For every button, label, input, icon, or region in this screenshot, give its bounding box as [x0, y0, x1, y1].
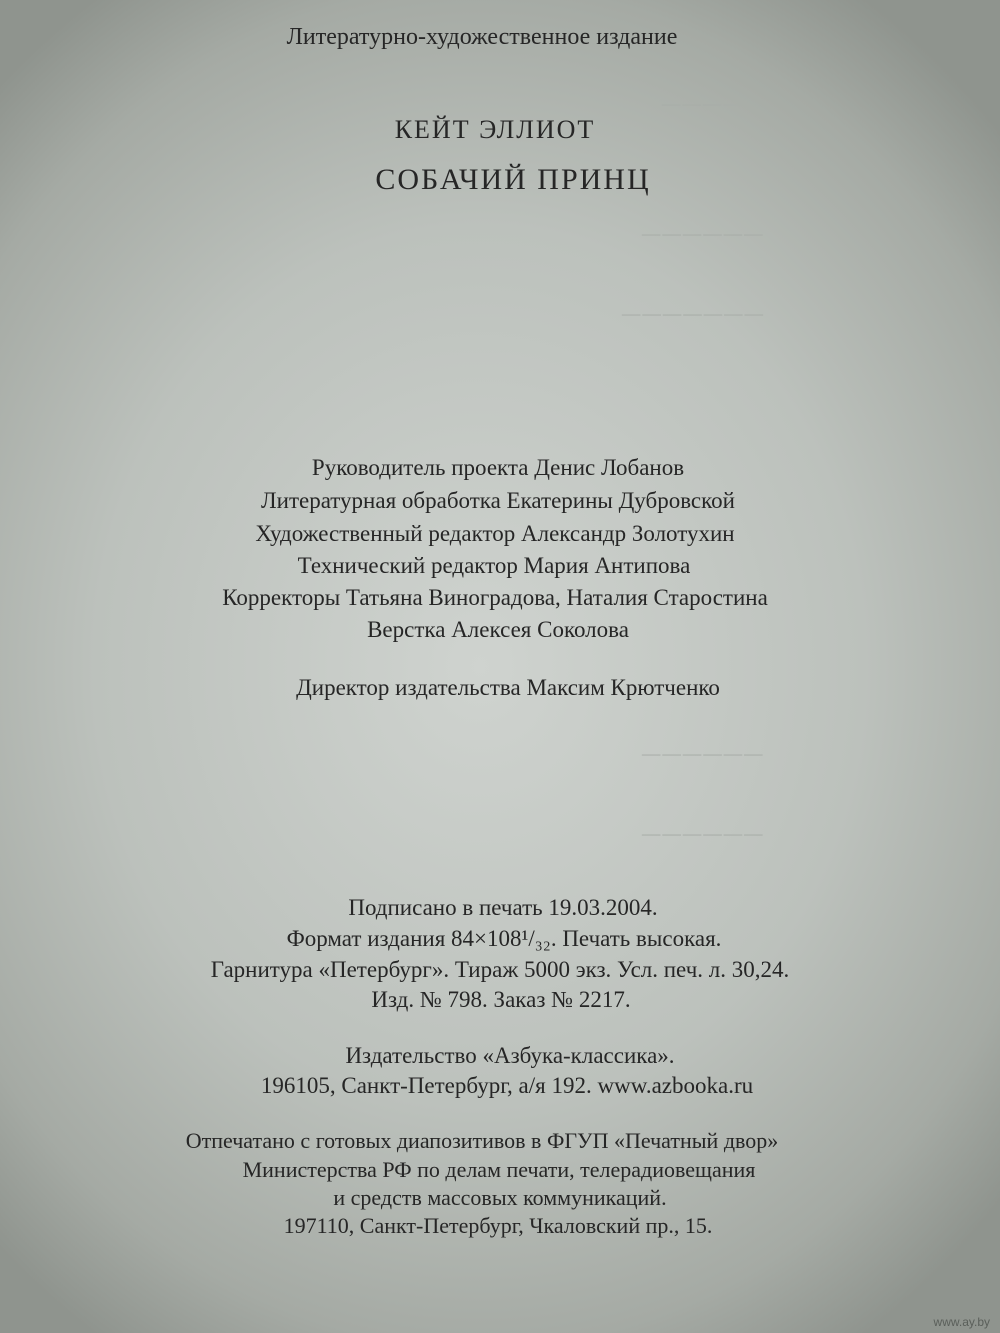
show-through-decoration: ──────: [640, 220, 763, 249]
watermark-text: www.ay.by: [933, 1315, 990, 1329]
book-title: СОБАЧИЙ ПРИНЦ: [375, 163, 651, 196]
credit-line: Верстка Алексея Соколова: [367, 617, 629, 642]
imprint-order: Изд. № 798. Заказ № 2217.: [371, 987, 631, 1012]
publisher-address: 196105, Санкт-Петербург, а/я 192. www.azbooka.ru: [260, 1073, 754, 1098]
imprint-signed: Подписано в печать 19.03.2004.: [348, 895, 658, 920]
show-through-decoration: ──────: [640, 740, 763, 769]
credit-line: Корректоры Татьяна Виноградова, Наталия Старостина: [222, 585, 768, 610]
imprint-typeface: Гарнитура «Петербург». Тираж 5000 экз. Усл. печ. л. 30,24.: [210, 957, 790, 982]
show-through-decoration: ──────: [640, 820, 763, 849]
printer-line: Министерства РФ по делам печати, телерадиовещания: [242, 1157, 756, 1182]
credit-line: Технический редактор Мария Антипова: [297, 553, 691, 578]
series-label: Литературно-художественное издание: [286, 24, 678, 50]
imprint-format: Формат издания 84×108¹/₃₂. Печать высокая.: [286, 926, 722, 951]
credit-line: Художественный редактор Александр Золотухин: [255, 521, 735, 546]
credit-line: Литературная обработка Екатерины Дубровской: [261, 488, 735, 513]
author-name: КЕЙТ ЭЛЛИОТ: [394, 115, 596, 144]
publisher-name: Издательство «Азбука-классика».: [345, 1043, 675, 1068]
director-line: Директор издательства Максим Крютченко: [296, 675, 720, 700]
credit-line: Руководитель проекта Денис Лобанов: [311, 455, 685, 480]
printer-line: Отпечатано с готовых диапозитивов в ФГУП «Печатный двор»: [185, 1128, 779, 1153]
printer-line: 197110, Санкт-Петербург, Чкаловский пр., 15.: [283, 1213, 713, 1238]
show-through-decoration: ───────: [620, 300, 763, 329]
show-through-decoration: ────: [660, 90, 742, 119]
printer-line: и средств массовых коммуникаций.: [333, 1185, 667, 1210]
